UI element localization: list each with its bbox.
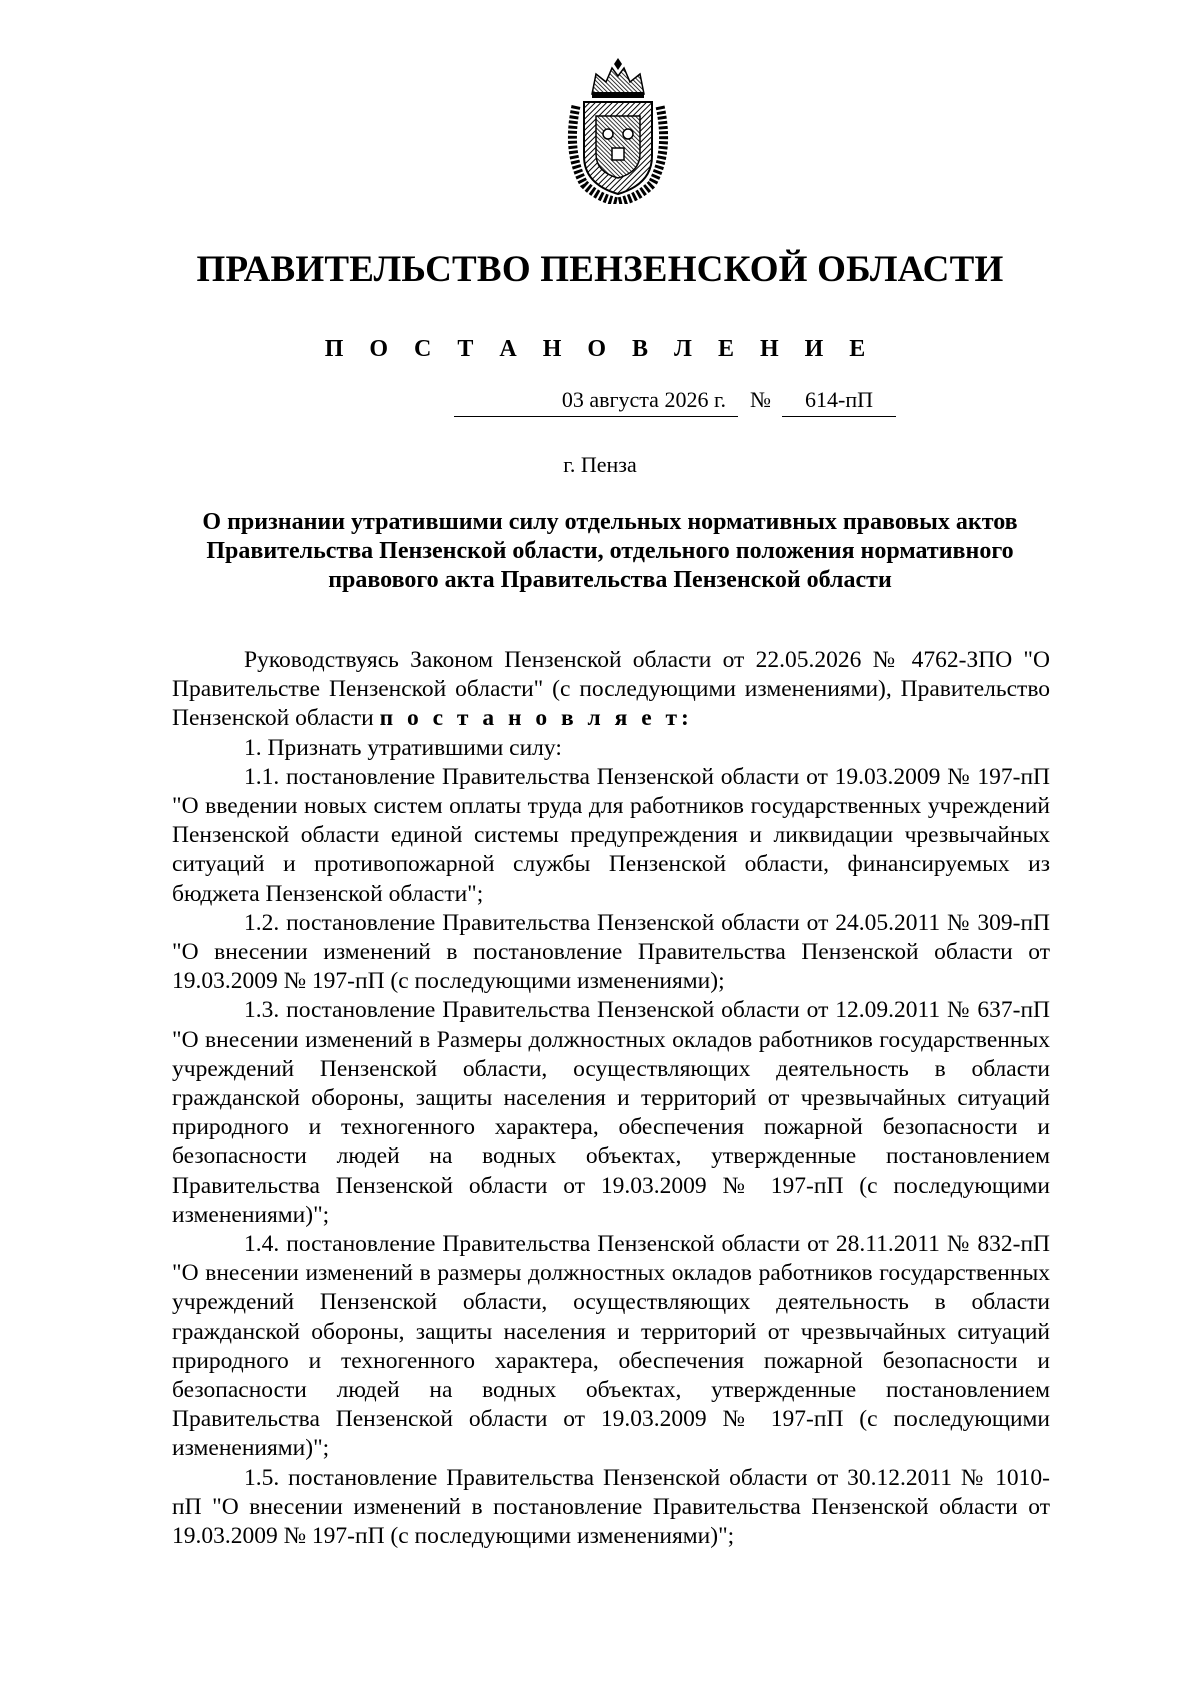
coat-of-arms-icon <box>562 56 674 204</box>
subject-line: О признании утратившими силу отдельных нормативных правовых актов <box>202 509 1018 535</box>
subitem-1-1: 1.1. постановление Правительства Пензенской области от 19.03.2009 № 197-пП "О введении новых систем оплаты труда для работников государственных учреждений Пензенской области единой системы предупреждения и ликвидации чрезвычайных ситуаций и противопожарной службы Пензенской области, финансируемых из бюджета Пензенской области"; <box>172 763 1050 907</box>
document-date: 03 августа 2026 г. <box>454 384 738 417</box>
document-city: г. Пенза <box>563 452 637 477</box>
item-1: 1. Признать утратившими силу: <box>244 734 562 761</box>
subject-line: Правительства Пензенской области, отдельного положения нормативного <box>206 538 1014 564</box>
preamble-paragraph <box>172 646 1050 734</box>
document-subject <box>170 508 1050 595</box>
number-sign: № <box>750 387 771 412</box>
document-type: П О С Т А Н О В Л Е Н И Е <box>324 336 876 362</box>
organization-title: ПРАВИТЕЛЬСТВО ПЕНЗЕНСКОЙ ОБЛАСТИ <box>196 249 1004 290</box>
date-number-line <box>0 384 1200 416</box>
subitem-1-3: 1.3. постановление Правительства Пензенской области от 12.09.2011 № 637-пП "О внесении изменений в Размеры должностных окладов работников государственных учреждений Пензенской области, осуществляющих деятельность в области гражданской обороны, защиты населения и территорий от чрезвычайных ситуаций природного и техногенного характера, обеспечения пожарной безопасности и безопасности людей на водных объектах, утвержденные постановлением Правительства Пензенской области от 19.03.2009 № 197-пП (с последующими изменениями)"; <box>172 997 1050 1228</box>
document-number: 614-пП <box>782 384 896 417</box>
subitem-1-4: 1.4. постановление Правительства Пензенской области от 28.11.2011 № 832-пП "О внесении изменений в размеры должностных окладов работников государственных учреждений Пензенской области, осуществляющих деятельность в области гражданской обороны, защиты населения и территорий от чрезвычайных ситуаций природного и техногенного характера, обеспечения пожарной безопасности и безопасности людей на водных объектах, утвержденные постановлением Правительства Пензенской области от 19.03.2009 № 197-пП (с последующими изменениями)"; <box>172 1231 1050 1462</box>
document-body <box>172 646 1050 1551</box>
subject-line: правового акта Правительства Пензенской области <box>328 567 892 593</box>
subitem-1-2: 1.2. постановление Правительства Пензенской области от 24.05.2011 № 309-пП "О внесении изменений в постановление Правительства Пензенской области от 19.03.2009 № 197-пП (с последующими изменениями); <box>172 909 1050 995</box>
decree-word: п о с т а н о в л я е т: <box>379 705 693 732</box>
preamble-text: Руководствуясь Законом Пензенской области от 22.05.2026 № 4762-ЗПО "О Правительстве Пензенской области" (с последующими изменениями), Правительство Пензенской области <box>172 647 1050 732</box>
subitem-1-5: 1.5. постановление Правительства Пензенской области от 30.12.2011 № 1010-пП "О внесении изменений в постановление Правительства Пензенской области от 19.03.2009 № 197-пП (с последующими изменениями)"; <box>172 1464 1050 1550</box>
